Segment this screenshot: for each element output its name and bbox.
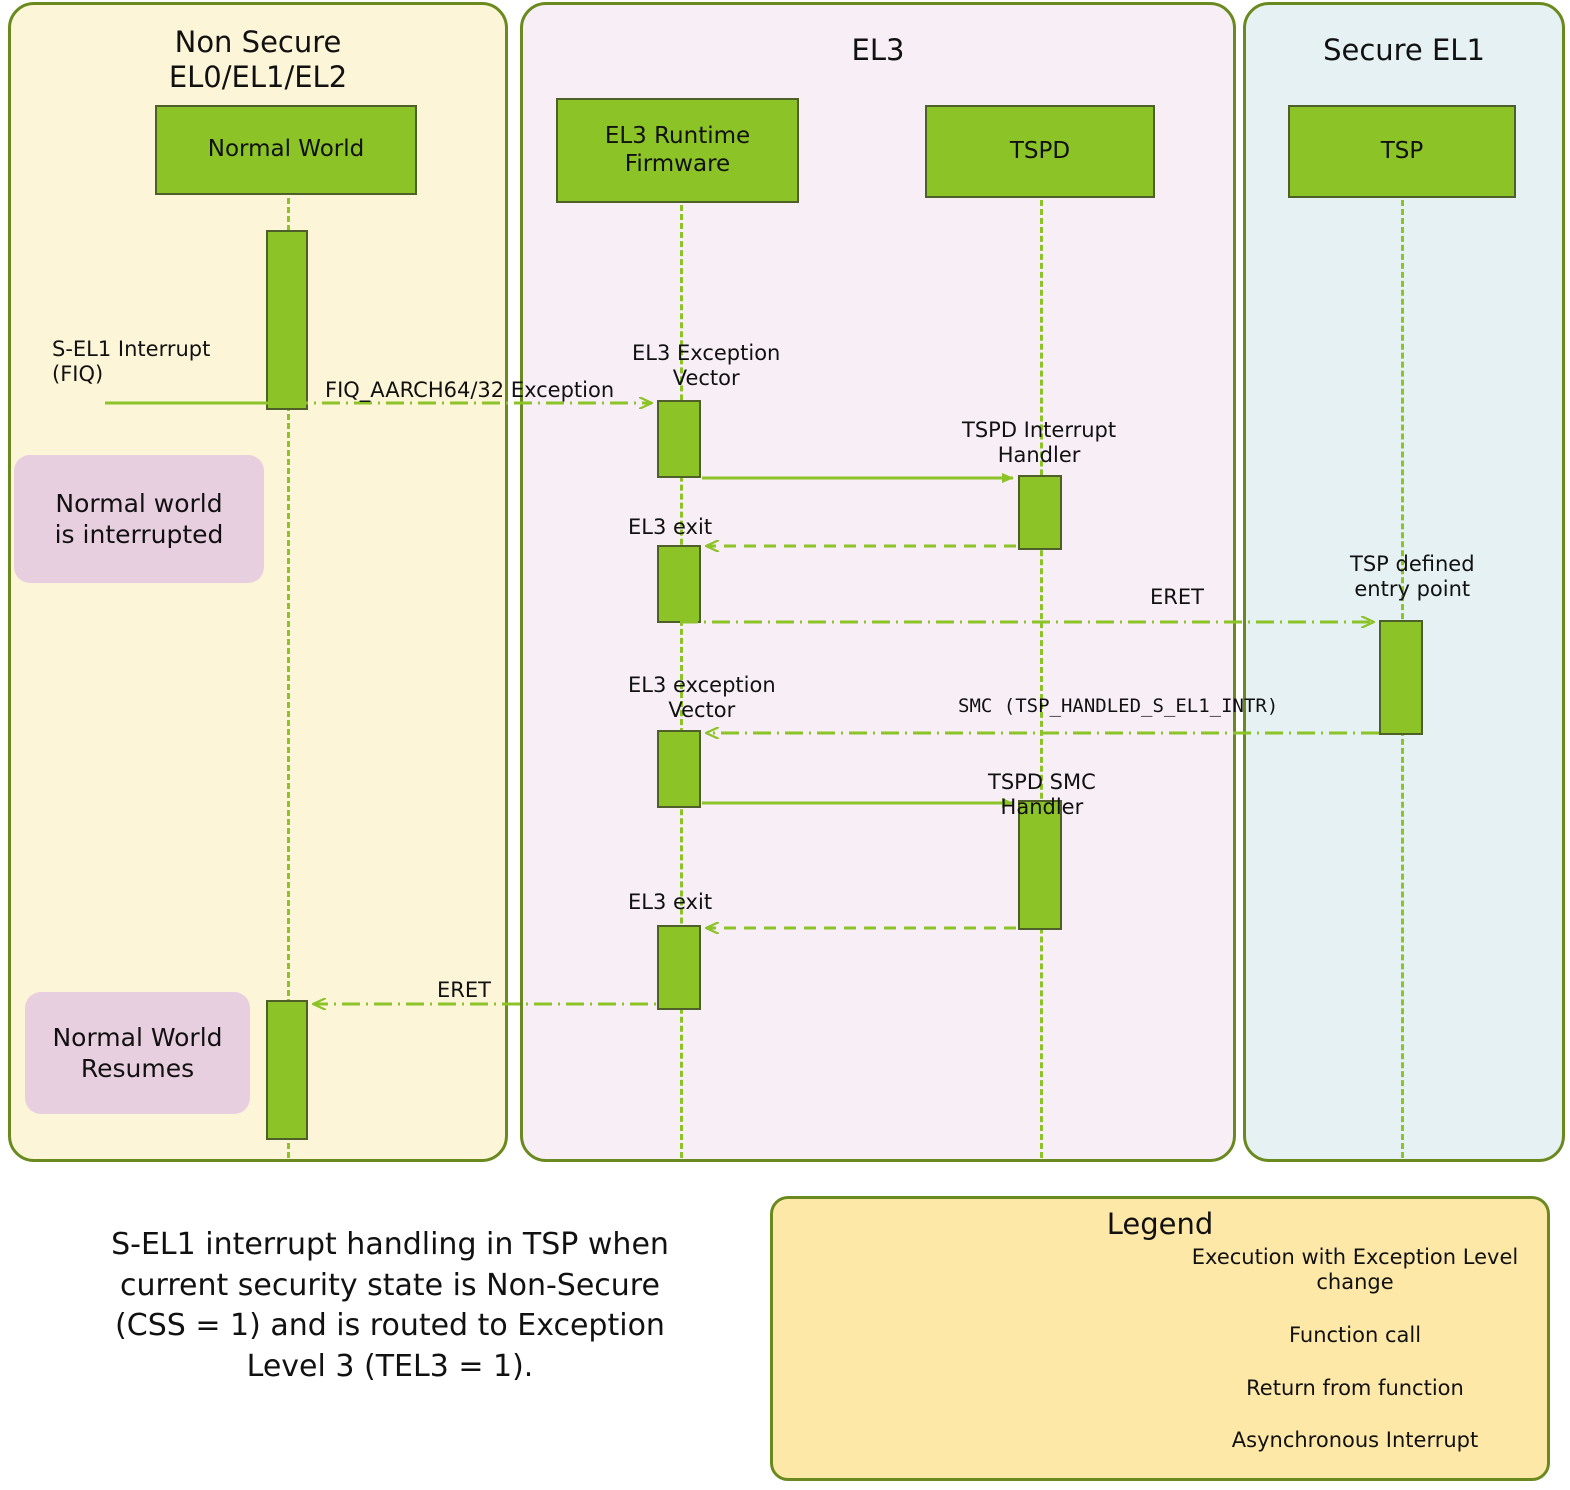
activation-el3-exit-2 — [657, 925, 701, 1010]
legend-label-function-call-line1: Function call — [1288, 1323, 1422, 1347]
lane-non-secure-title — [11, 25, 505, 96]
label-tspd-smc-handler — [988, 770, 1096, 820]
label-el3-exception-vector-1 — [632, 341, 780, 391]
actor-tspd-label: TSPD — [1009, 137, 1071, 164]
label-eret-1: ERET — [1150, 585, 1204, 609]
diagram-caption-line3: (CSS = 1) and is routed to Exception — [115, 1308, 665, 1343]
activation-el3-vector-1 — [657, 400, 701, 478]
lane-non-secure-title-line1: Non Secure — [174, 25, 342, 59]
note-normal-world-interrupted-line1: Normal world — [55, 488, 223, 518]
note-normal-world-interrupted-line2: is interrupted — [54, 520, 224, 549]
lifeline-tspd — [1040, 200, 1043, 1158]
activation-tspd-interrupt-handler — [1018, 475, 1062, 550]
label-el3-exception-vector-2-line2: Vector — [668, 698, 736, 723]
lane-non-secure-title-line2: EL0/EL1/EL2 — [168, 60, 348, 95]
label-tspd-smc-handler-line2: Handler — [1000, 795, 1084, 820]
activation-tsp-entry — [1379, 620, 1423, 735]
diagram-caption — [40, 1225, 740, 1387]
actor-tsp[interactable] — [1288, 105, 1516, 198]
label-el3-exception-vector-2-line1: EL3 exception — [628, 673, 776, 697]
label-el3-exception-vector-1-line1: EL3 Exception — [632, 341, 781, 365]
diagram-caption-line2: current security state is Non-Secure — [120, 1267, 660, 1303]
label-tsp-defined-entry-point-line1: TSP defined — [1350, 552, 1475, 576]
label-tspd-interrupt-handler — [962, 418, 1116, 468]
legend-label-function-call — [1160, 1323, 1550, 1348]
label-tsp-defined-entry-point — [1350, 552, 1475, 602]
label-smc-tsp-handled: SMC (TSP_HANDLED_S_EL1_INTR) — [958, 695, 1279, 717]
actor-normal-world-label: Normal World — [207, 136, 365, 163]
diagram-caption-line1: S-EL1 interrupt handling in TSP when — [111, 1227, 669, 1262]
label-el3-exit-1: EL3 exit — [628, 515, 713, 539]
label-tspd-smc-handler-line1: TSPD SMC — [988, 770, 1096, 794]
actor-el3-runtime-firmware-label-line1: EL3 Runtime — [604, 122, 751, 149]
label-fiq-aarch-exception: FIQ_AARCH64/32 Exception — [325, 378, 615, 402]
diagram-caption-line4: Level 3 (TEL3 = 1). — [246, 1348, 534, 1384]
label-tspd-interrupt-handler-line1: TSPD Interrupt — [962, 418, 1117, 442]
label-el3-exception-vector-1-line2: Vector — [672, 366, 740, 391]
label-s-el1-interrupt-line2: (FIQ) — [52, 362, 104, 387]
note-normal-world-interrupted — [14, 455, 264, 583]
label-s-el1-interrupt — [52, 337, 210, 387]
lane-el3-title: EL3 — [851, 33, 905, 67]
actor-el3-runtime-firmware-label-line2: Firmware — [624, 150, 731, 177]
actor-normal-world[interactable] — [155, 105, 417, 195]
legend-label-async-interrupt-line1: Asynchronous Interrupt — [1231, 1428, 1479, 1452]
activation-el3-vector-2 — [657, 730, 701, 808]
note-normal-world-resumes — [25, 992, 250, 1114]
activation-normal-world-1 — [266, 230, 308, 410]
legend-label-async-interrupt — [1160, 1428, 1550, 1453]
actor-tsp-label: TSP — [1380, 137, 1424, 164]
legend-label-return-line1: Return from function — [1246, 1376, 1464, 1400]
activation-el3-exit-1 — [657, 545, 701, 623]
label-el3-exit-2: EL3 exit — [628, 890, 713, 914]
legend-label-exec-el-change-line2: change — [1316, 1270, 1394, 1295]
activation-normal-world-2 — [266, 1000, 308, 1140]
actor-tspd[interactable] — [925, 105, 1155, 198]
legend-label-exec-el-change-line1: Execution with Exception Level — [1191, 1245, 1519, 1269]
label-s-el1-interrupt-line1: S-EL1 Interrupt — [52, 337, 211, 361]
note-normal-world-resumes-line1: Normal World — [52, 1022, 223, 1052]
legend-title: Legend — [1106, 1207, 1214, 1241]
label-el3-exception-vector-2 — [628, 673, 776, 723]
label-tspd-interrupt-handler-line2: Handler — [997, 443, 1081, 468]
label-eret-2: ERET — [437, 978, 491, 1002]
legend-label-return — [1160, 1376, 1550, 1401]
actor-el3-runtime-firmware[interactable] — [556, 98, 799, 203]
legend-label-exec-el-change — [1160, 1245, 1550, 1295]
label-tsp-defined-entry-point-line2: entry point — [1354, 577, 1471, 602]
lane-secure-el1-title: Secure EL1 — [1323, 33, 1485, 67]
note-normal-world-resumes-line2: Resumes — [80, 1054, 195, 1083]
